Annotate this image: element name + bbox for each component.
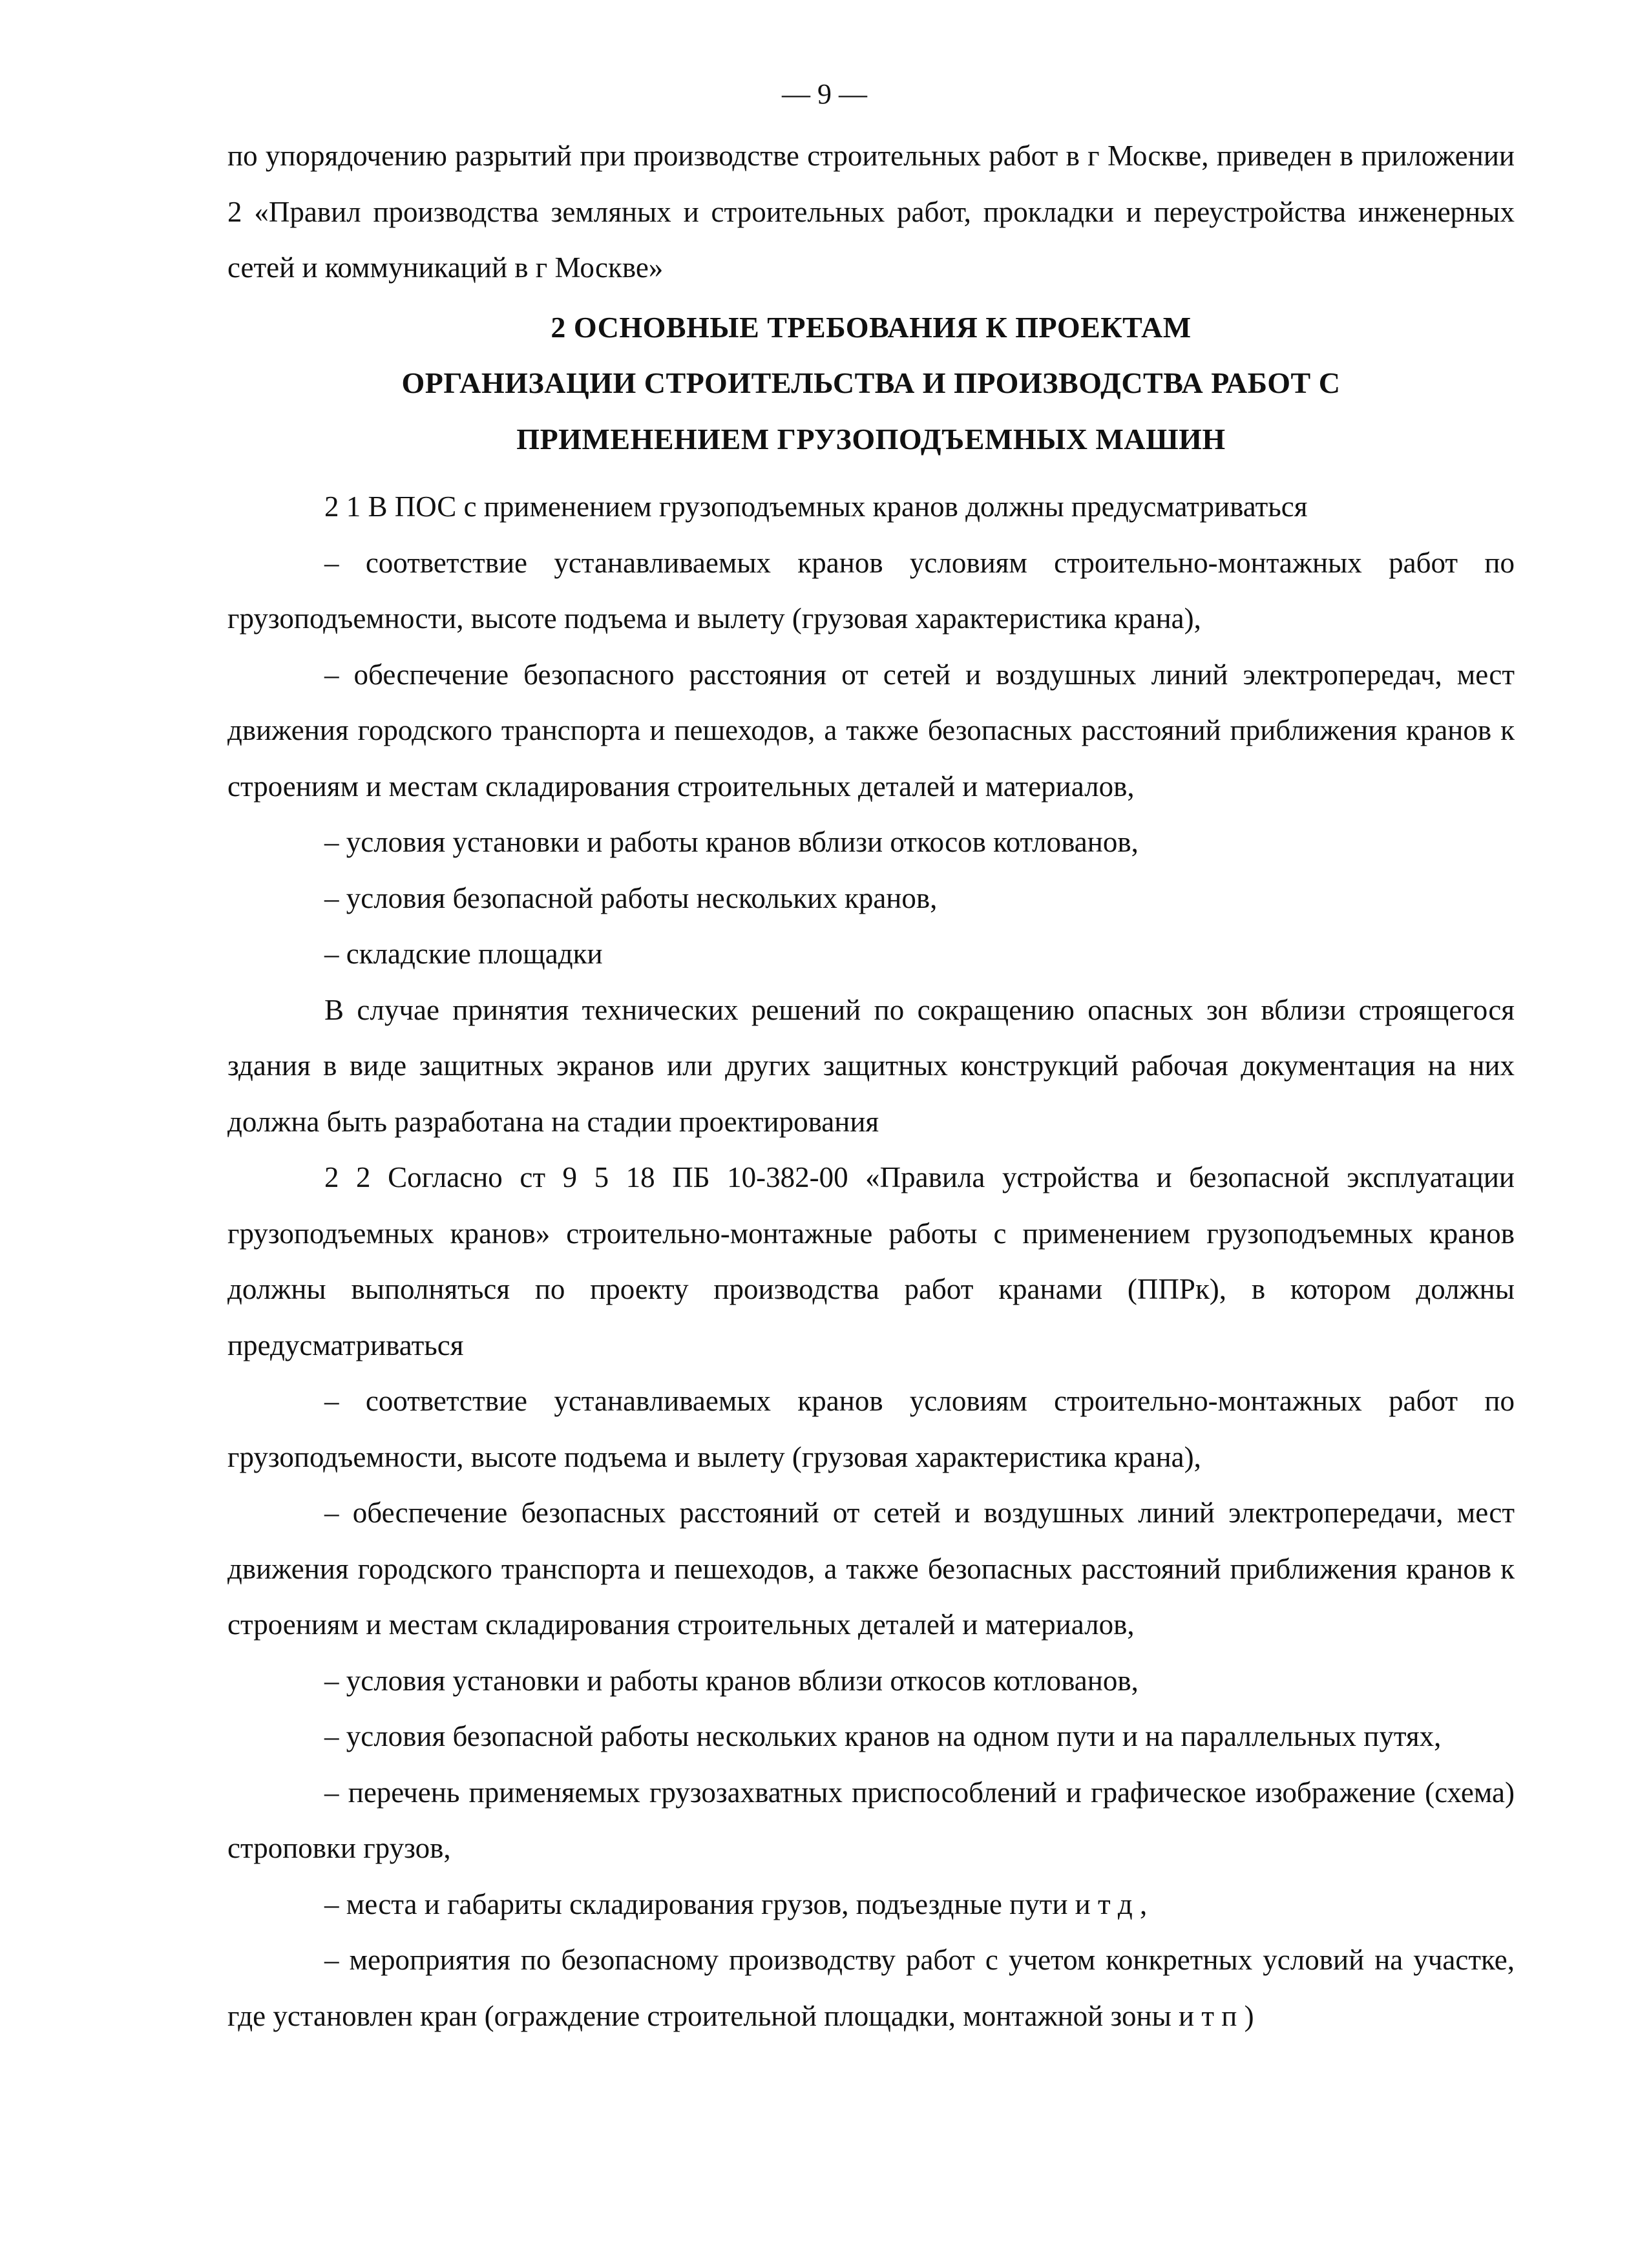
heading-line-3: ПРИМЕНЕНИЕМ ГРУЗОПОДЪЕМНЫХ МАШИН	[516, 422, 1226, 456]
paragraph-continuation: по упорядочению разрытий при производстве строительных работ в г Москве, приведен в приложении 2 «Правил производства земляных и строительных работ, прокладки и переустройства инженерных сетей и коммуникаций в г Москве»	[227, 140, 1515, 284]
list-item: – условия безопасной работы нескольких кранов на одном пути и на параллельных путях,	[324, 1720, 1442, 1752]
list-item: – обеспечение безопасных расстояний от сетей и воздушных линий электропередачи, мест движения городского транспорта и пешеходов, а также безопасных расстояний приближения кранов к строениям и местам складирования строительных деталей и материалов,	[227, 1496, 1515, 1641]
page-number: — 9 —	[782, 78, 867, 110]
list-item: – перечень применяемых грузозахватных приспособлений и графическое изображение (схема) строповки грузов,	[227, 1776, 1515, 1864]
list-item: – места и габариты складирования грузов, подъездные пути и т д ,	[324, 1887, 1148, 1920]
paragraph-2-2: 2 2 Согласно ст 9 5 18 ПБ 10-382-00 «Правила устройства и безопасной эксплуатации грузоподъемных кранов» строительно-монтажные работы с применением грузоподъемных кранов должны выполняться по проекту производства работ кранами (ППРк), в котором должны предусматриваться	[227, 1161, 1515, 1361]
heading-line-2: ОРГАНИЗАЦИИ СТРОИТЕЛЬСТВА И ПРОИЗВОДСТВА РАБОТ С	[401, 366, 1341, 399]
list-item: – условия установки и работы кранов вблизи откосов котлованов,	[324, 826, 1139, 858]
document-body	[227, 128, 1515, 2044]
list-item: – мероприятия по безопасному производству работ с учетом конкретных условий на участке, где установлен кран (ограждение строительной площадки, монтажной зоны и т п )	[227, 1944, 1515, 2032]
list-item: – соответствие устанавливаемых кранов условиям строительно-монтажных работ по грузоподъемности, высоте подъема и вылету (грузовая характеристика крана),	[227, 546, 1515, 635]
list-item: – условия безопасной работы нескольких кранов,	[324, 881, 938, 914]
paragraph-case: В случае принятия технических решений по сокращению опасных зон вблизи строящегося здания в виде защитных экранов или других защитных конструкций рабочая документация на них должна быть разработана на стадии проектирования	[227, 993, 1515, 1138]
list-item: – обеспечение безопасного расстояния от сетей и воздушных линий электропередач, мест движения городского транспорта и пешеходов, а также безопасных расстояний приближения кранов к строениям и местам складирования строительных деталей и материалов,	[227, 658, 1515, 803]
heading-line-1: 2 ОСНОВНЫЕ ТРЕБОВАНИЯ К ПРОЕКТАМ	[551, 310, 1192, 344]
list-item: – складские площадки	[324, 938, 603, 970]
paragraph-2-1: 2 1 В ПОС с применением грузоподъемных кранов должны предусматриваться	[324, 490, 1308, 523]
list-item: – соответствие устанавливаемых кранов условиям строительно-монтажных работ по грузоподъемности, высоте подъема и вылету (грузовая характеристика крана),	[227, 1385, 1515, 1473]
section-heading	[227, 300, 1515, 468]
list-item: – условия установки и работы кранов вблизи откосов котлованов,	[324, 1664, 1139, 1697]
